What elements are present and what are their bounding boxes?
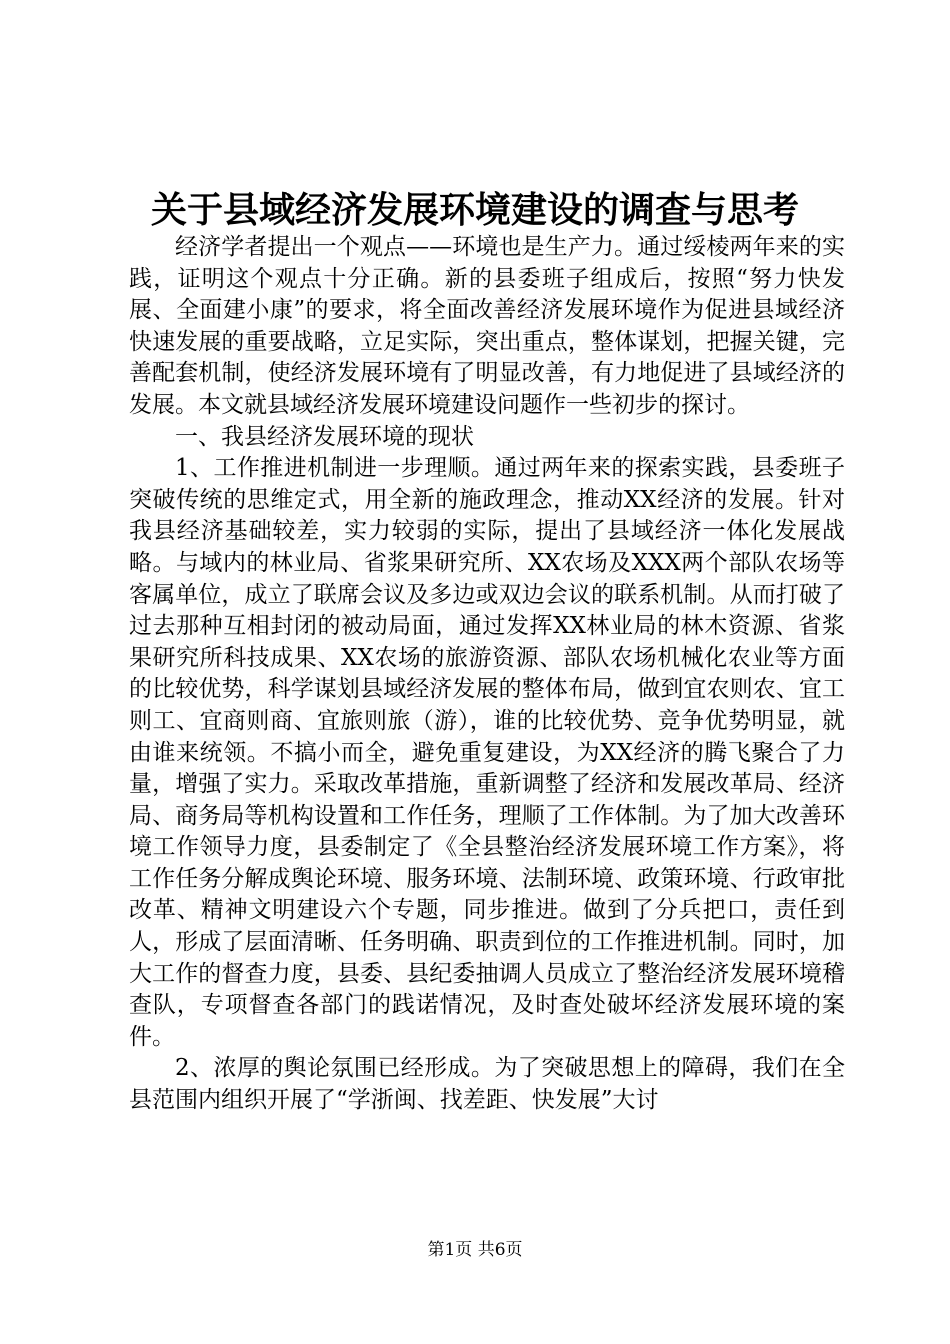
paragraph-intro: 经济学者提出一个观点——环境也是生产力。通过绥棱两年来的实践，证明这个观点十分正确。新的县委班子组成后，按照“努力快发展、全面建小康”的要求，将全面改善经济发展环境作为促进县域经济快速发展的重要战略，立足实际，突出重点，整体谋划，把握关键，完善配套机制，使经济发展环境有了明显改善，有力地促进了县域经济的发展。本文就县域经济发展环境建设问题作一些初步的探讨。 [129, 234, 845, 418]
document-body [129, 232, 845, 1117]
paragraph-public-opinion: 2、浓厚的舆论氛围已经形成。为了突破思想上的障碍，我们在全县范围内组织开展了“学浙闽、找差距、快发展”大讨 [129, 1055, 845, 1114]
page-footer: 第1页 共6页 [427, 1240, 523, 1260]
document-title: 关于县域经济发展环境建设的调查与思考 [150, 189, 799, 231]
paragraph-mechanism: 1、工作推进机制进一步理顺。通过两年来的探索实践，县委班子突破传统的思维定式，用全新的施政理念，推动XX经济的发展。针对我县经济基础较差，实力较弱的实际，提出了县域经济一体化发展战略。与域内的林业局、省浆果研究所、XX农场及XXX两个部队农场等客属单位，成立了联席会议及多边或双边会议的联系机制。从而打破了过去那种互相封闭的被动局面，通过发挥XX林业局的林木资源、省浆果研究所科技成果、XX农场的旅游资源、部队农场机械化农业等方面的比较优势，科学谋划县域经济发展的整体布局，做到宜农则农、宜工则工、宜商则商、宜旅则旅（游），谁的比较优势、竞争优势明显，就由谁来统领。不搞小而全，避免重复建设，为XX经济的腾飞聚合了力量，增强了实力。采取改革措施，重新调整了经济和发展改革局、经济局、商务局等机构设置和工作任务，理顺了工作体制。为了加大改善环境工作领导力度，县委制定了《全县整治经济发展环境工作方案》，将工作任务分解成舆论环境、服务环境、法制环境、政策环境、行政审批改革、精神文明建设六个专题，同步推进。做到了分兵把口，责任到人，形成了层面清晰、任务明确、职责到位的工作推进机制。同时，加大工作的督查力度，县委、县纪委抽调人员成立了整治经济发展环境稽查队，专项督查各部门的践诺情况，及时查处破坏经济发展环境的案件。 [129, 455, 845, 1050]
section-heading: 一、我县经济发展环境的现状 [175, 423, 474, 450]
